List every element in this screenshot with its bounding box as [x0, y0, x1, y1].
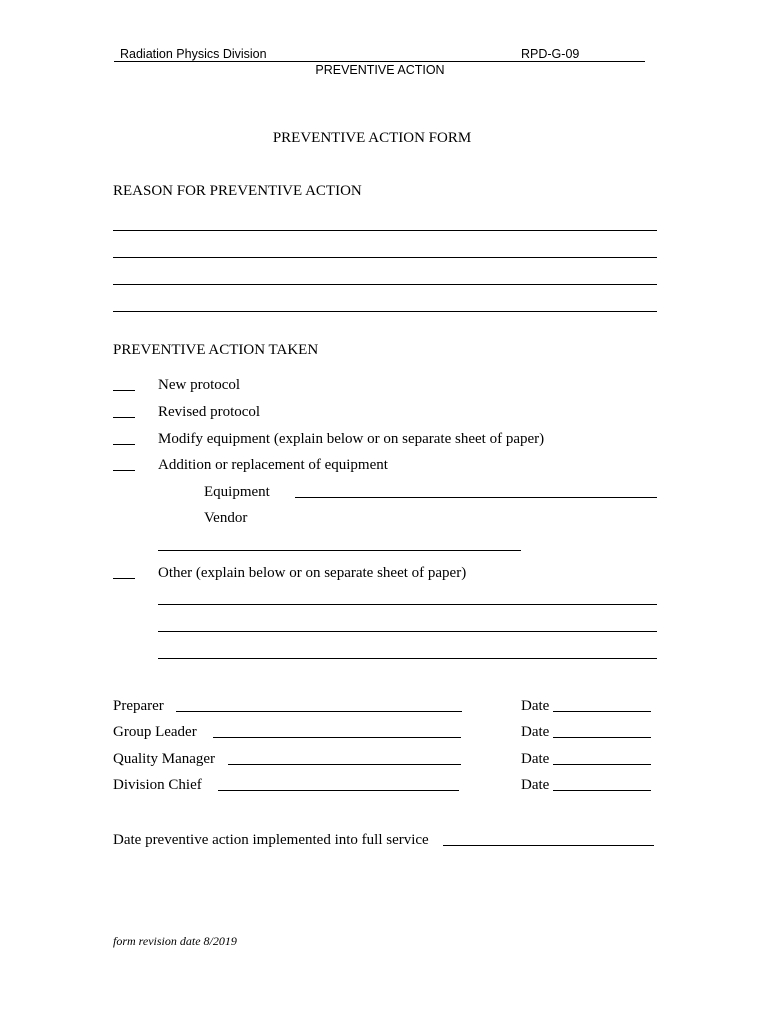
reason-line-4[interactable] — [113, 311, 657, 312]
form-title: PREVENTIVE ACTION FORM — [272, 130, 472, 146]
date-line-quality-manager[interactable] — [553, 764, 651, 765]
other-line-3[interactable] — [158, 658, 657, 659]
reason-line-2[interactable] — [113, 257, 657, 258]
option-label-modify-equipment: Modify equipment (explain below or on separate sheet of paper) — [158, 431, 545, 447]
revision-note: form revision date 8/2019 — [113, 934, 237, 948]
option-checkbox-other[interactable] — [113, 578, 135, 579]
date-line-group-leader[interactable] — [553, 737, 651, 738]
signature-label-preparer: Preparer — [113, 698, 164, 714]
option-label-revised-protocol: Revised protocol — [158, 404, 261, 420]
reason-heading: REASON FOR PREVENTIVE ACTION — [113, 183, 362, 199]
reason-line-1[interactable] — [113, 230, 657, 231]
taken-heading: PREVENTIVE ACTION TAKEN — [113, 342, 319, 358]
reason-line-3[interactable] — [113, 284, 657, 285]
signature-line-quality-manager[interactable] — [228, 764, 461, 765]
date-label-preparer: Date — [521, 698, 550, 714]
division-name: Radiation Physics Division — [120, 47, 267, 61]
option-label-addition-equipment: Addition or replacement of equipment — [158, 457, 388, 473]
date-label-quality-manager: Date — [521, 751, 550, 767]
vendor-label: Vendor — [204, 510, 248, 526]
option-checkbox-revised-protocol[interactable] — [113, 417, 135, 418]
signature-line-preparer[interactable] — [176, 711, 462, 712]
option-label-other: Other (explain below or on separate sheet of paper) — [158, 565, 467, 581]
header-subtitle: PREVENTIVE ACTION — [315, 63, 445, 77]
signature-line-division-chief[interactable] — [218, 790, 459, 791]
signature-label-division-chief: Division Chief — [113, 777, 202, 793]
option-label-new-protocol: New protocol — [158, 377, 241, 393]
other-line-2[interactable] — [158, 631, 657, 632]
date-line-preparer[interactable] — [553, 711, 651, 712]
date-line-division-chief[interactable] — [553, 790, 651, 791]
date-label-group-leader: Date — [521, 724, 550, 740]
vendor-line[interactable] — [158, 550, 521, 551]
signature-line-group-leader[interactable] — [213, 737, 461, 738]
implemented-date-line[interactable] — [443, 845, 654, 846]
signature-label-group-leader: Group Leader — [113, 724, 197, 740]
document-code: RPD-G-09 — [521, 47, 580, 61]
implemented-label: Date preventive action implemented into full service — [113, 832, 429, 848]
other-line-1[interactable] — [158, 604, 657, 605]
option-checkbox-addition-equipment[interactable] — [113, 470, 135, 471]
equipment-line[interactable] — [295, 497, 657, 498]
header-rule — [114, 61, 645, 62]
date-label-division-chief: Date — [521, 777, 550, 793]
equipment-label: Equipment — [204, 484, 270, 500]
option-checkbox-modify-equipment[interactable] — [113, 444, 135, 445]
signature-label-quality-manager: Quality Manager — [113, 751, 216, 767]
option-checkbox-new-protocol[interactable] — [113, 390, 135, 391]
